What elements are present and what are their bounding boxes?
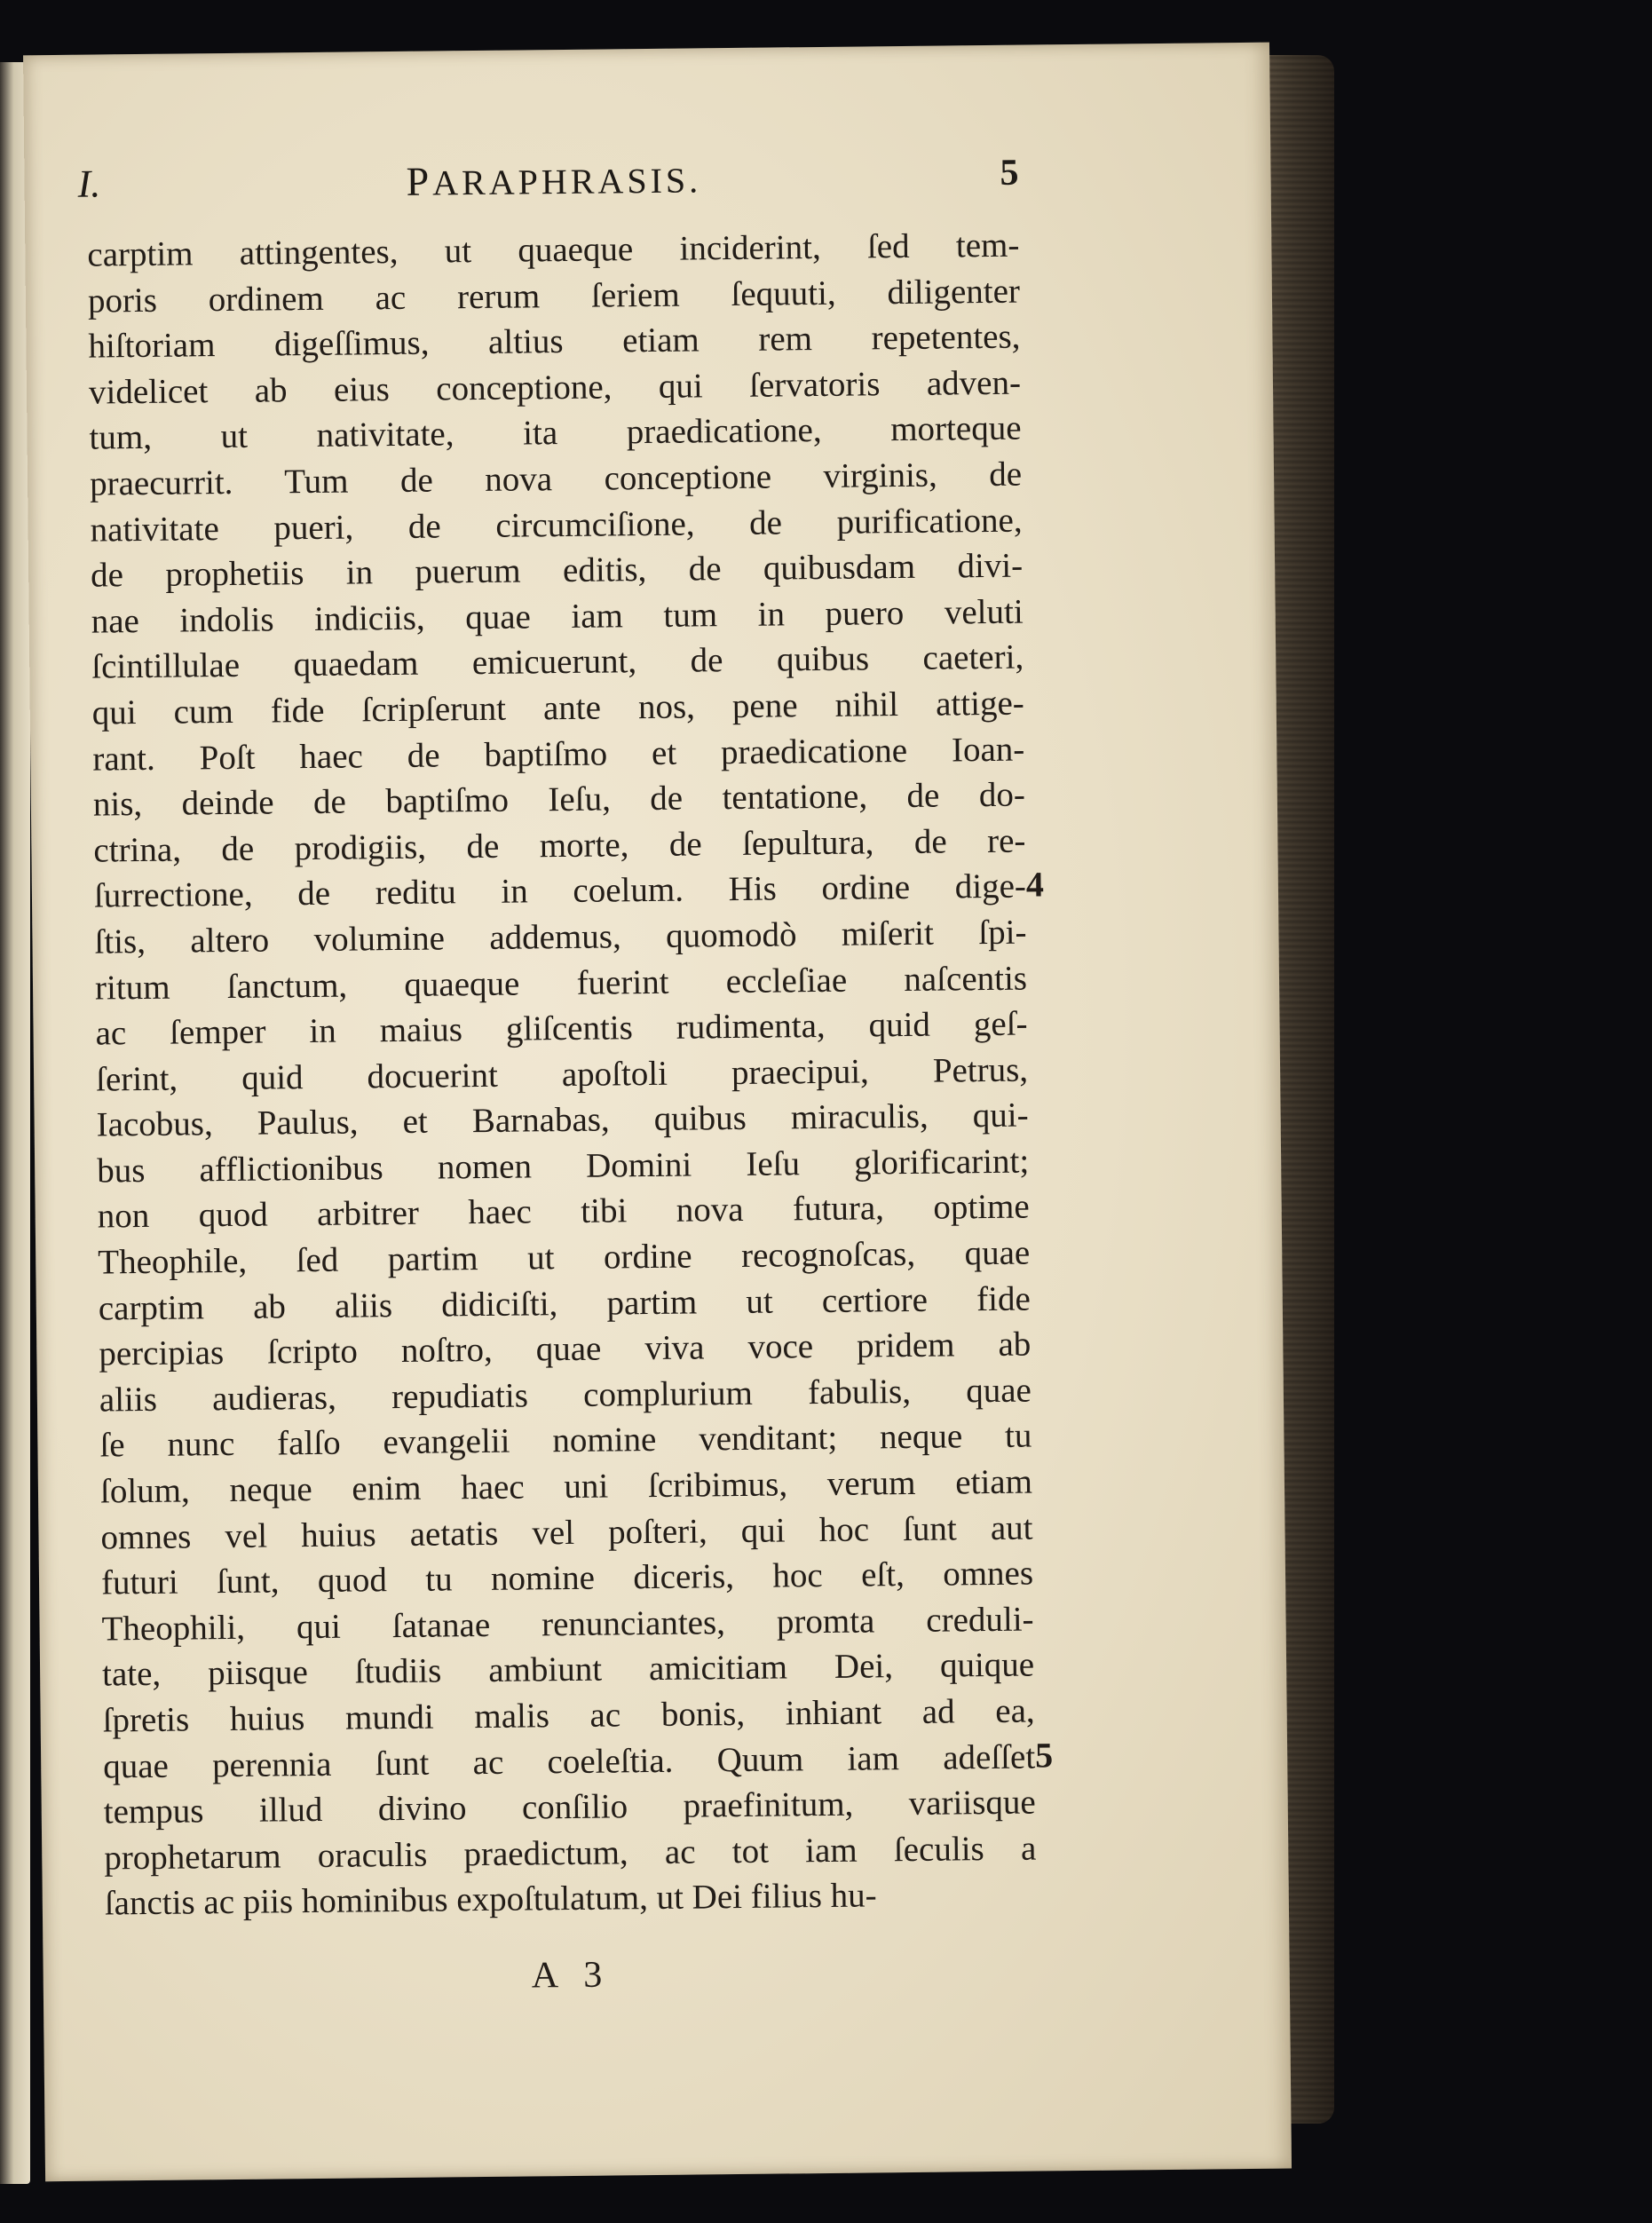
- text-line: quae perennia ſunt ac coeleſtia. Quum iam adeſſet: [103, 1737, 1036, 1786]
- text-line: praecurrit. Tum de nova conceptione virginis, de: [89, 455, 1023, 503]
- text-line: nis, deinde de baptiſmo Ieſu, de tentatione, de do-: [92, 775, 1026, 824]
- section-number: I.: [77, 162, 101, 206]
- text-line: futuri ſunt, quod tu nomine diceris, hoc eſt, omnes: [100, 1554, 1034, 1602]
- text-line: hiſtoriam digeſſimus, altius etiam rem repetentes,: [88, 317, 1021, 366]
- text-line: tate, piisque ſtudiis ambiunt amicitiam Dei, quique: [101, 1645, 1035, 1694]
- text-line: Iacobus, Paulus, et Barnabas, quibus miraculis, qui-: [96, 1096, 1029, 1144]
- text-line: nae indolis indiciis, quae iam tum in puero veluti: [91, 592, 1024, 641]
- text-line: prophetarum oraculis praedictum, ac tot iam ſeculis a: [104, 1829, 1037, 1878]
- text-line: videlicet ab eius conceptione, qui ſervatoris adven-: [88, 363, 1022, 412]
- text-line: ſtis, altero volumine addemus, quomodò miſerit ſpi-: [94, 913, 1027, 961]
- text-line: aliis audieras, repudiatis complurium fabulis, quae: [99, 1371, 1032, 1420]
- text-line: ctrina, de prodigiis, de morte, de ſepultura, de re-: [93, 821, 1026, 870]
- text-line: poris ordinem ac rerum ſeriem ſequuti, diligenter: [87, 272, 1021, 320]
- text-line: de prophetiis in puerum editis, de quibusdam divi-: [90, 546, 1024, 595]
- text-line: ac ſemper in maius gliſcentis rudimenta, quid geſ-: [95, 1004, 1028, 1053]
- signature-mark: A 3: [531, 1954, 612, 1997]
- text-line: tempus illud divino conſilio praefinitum, variisque: [103, 1783, 1036, 1831]
- text-line: ſpretis huius mundi malis ac bonis, inhiant ad ea,: [102, 1691, 1035, 1740]
- text-line: ſanctis ac piis hominibus expoſtulatum, ut Dei filius hu-: [104, 1876, 877, 1923]
- text-line: bus afflictionibus nomen Domini Ieſu glorificarint;: [96, 1142, 1030, 1191]
- margin-number: 5: [1034, 1735, 1054, 1776]
- text-line: percipias ſcripto noſtro, quae viva voce pridem ab: [99, 1325, 1032, 1373]
- text-line: ſurrectione, de reditu in coelum. His ordine dige-: [93, 866, 1027, 915]
- text-line: non quod arbitrer haec tibi nova futura, optime: [97, 1188, 1030, 1237]
- text-line: nativitate pueri, de circumciſione, de purificatione,: [90, 501, 1023, 550]
- text-line: rant. Poſt haec de baptiſmo et praedicatione Ioan-: [92, 730, 1025, 779]
- text-line: ritum ſanctum, quaeque fuerint eccleſiae naſcentis: [94, 959, 1028, 1008]
- running-title-initial: P: [406, 158, 433, 204]
- running-title: [406, 154, 701, 204]
- running-title-rest: ARAPHRASIS.: [431, 160, 702, 203]
- margin-number: 4: [1025, 864, 1045, 905]
- book-page: [23, 43, 1292, 2182]
- text-line: Theophili, qui ſatanae renunciantes, promta creduli-: [101, 1600, 1034, 1649]
- body-text: [87, 223, 1037, 1927]
- page-number: 5: [1000, 152, 1019, 194]
- text-line: omnes vel huius aetatis vel poſteri, qui hoc ſunt aut: [100, 1508, 1033, 1557]
- text-line: ſe nunc falſo evangelii nomine venditant; neque tu: [99, 1416, 1032, 1465]
- text-line: Theophile, ſed partim ut ordine recognoſcas, quae: [98, 1233, 1031, 1282]
- text-line: carptim attingentes, ut quaeque inciderint, ſed tem-: [87, 225, 1020, 274]
- text-line: tum, ut nativitate, ita praedicatione, morteque: [89, 408, 1022, 457]
- running-head: [77, 152, 1019, 215]
- text-line: carptim ab aliis didiciſti, partim ut certiore fide: [98, 1279, 1031, 1328]
- text-line: ſcintillulae quaedam emicuerunt, de quibus caeteri,: [91, 637, 1024, 686]
- text-line: qui cum fide ſcripſerunt ante nos, pene nihil attige-: [91, 684, 1024, 732]
- text-line: ſerint, quid docuerint apoſtoli praecipui, Petrus,: [95, 1050, 1029, 1099]
- text-line: ſolum, neque enim haec uni ſcribimus, verum etiam: [99, 1462, 1033, 1511]
